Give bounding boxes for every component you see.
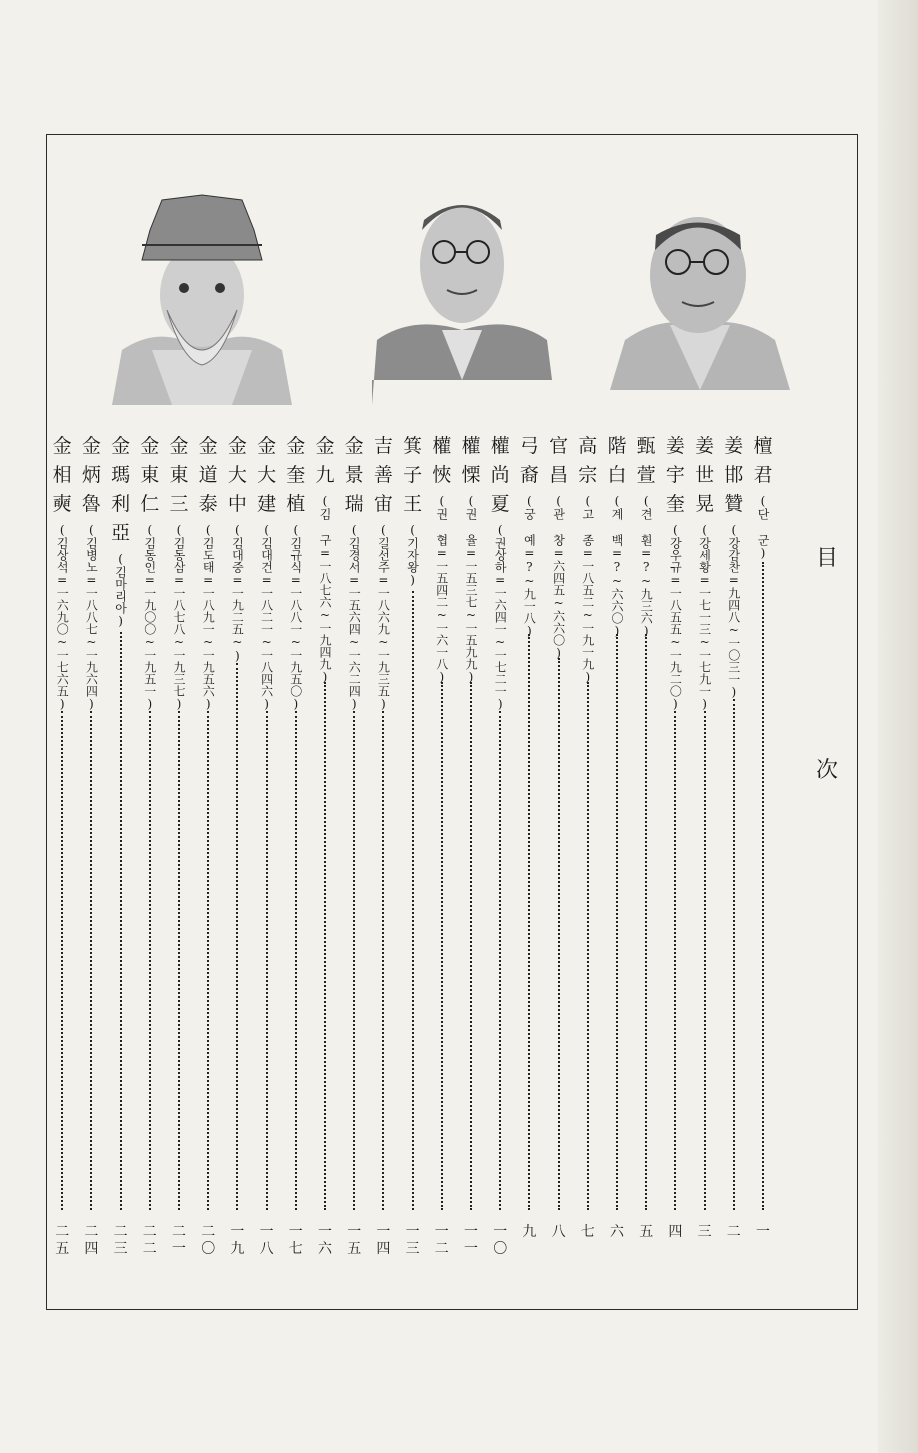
entry-name-char: 魯 bbox=[81, 493, 101, 515]
page-number-char: 一 bbox=[493, 1224, 508, 1240]
toc-entry[interactable] bbox=[107, 432, 135, 1272]
entry-info: (단 군) bbox=[756, 494, 770, 560]
leader-dots bbox=[207, 711, 209, 1210]
page-number-char: 一 bbox=[756, 1224, 770, 1240]
entry-name-char: 弓 bbox=[519, 435, 539, 457]
page-number-char: 七 bbox=[580, 1224, 595, 1240]
entry-name-char: 大 bbox=[227, 464, 247, 486]
entry-info: (관 창=六四五~六六〇) bbox=[551, 494, 566, 660]
entry-info: (김 구=一八七六~一九四九) bbox=[318, 494, 332, 684]
page-number bbox=[194, 1224, 222, 1258]
entry-info: (김동삼=一八七八~一九三七) bbox=[172, 523, 186, 711]
leader-dots bbox=[295, 711, 297, 1210]
entry-name-char: 金 bbox=[81, 435, 101, 457]
page-number-char: 二 bbox=[113, 1224, 128, 1240]
toc-entry[interactable] bbox=[340, 432, 368, 1272]
entry-name-char: 奎 bbox=[286, 464, 306, 486]
leader-dots bbox=[353, 711, 355, 1210]
entry-name-char: 泰 bbox=[198, 493, 218, 515]
entry-info: (김도태=一八九一~一九五六) bbox=[201, 523, 216, 711]
toc-entry[interactable] bbox=[165, 432, 193, 1272]
leader-dots bbox=[616, 634, 618, 1210]
entry-info: (김상석=一六九〇~一七六五) bbox=[55, 523, 70, 711]
entry-name-char: 瑪 bbox=[111, 464, 131, 486]
toc-entry[interactable] bbox=[48, 432, 76, 1272]
entry-name-char: 三 bbox=[169, 493, 189, 515]
page-number bbox=[165, 1224, 193, 1258]
leader-dots bbox=[558, 658, 560, 1210]
leader-dots bbox=[762, 562, 764, 1210]
leader-dots bbox=[441, 682, 443, 1210]
entry-name-char: 宗 bbox=[578, 464, 598, 486]
entry-name bbox=[603, 432, 631, 490]
entry-name-char: 檀 bbox=[753, 435, 773, 457]
entry-name-char: 白 bbox=[607, 464, 627, 486]
entry-name-char: 晃 bbox=[695, 493, 715, 515]
entry-name-char: 金 bbox=[315, 435, 335, 457]
page-number-char: 一 bbox=[172, 1241, 186, 1257]
entry-name-char: 金 bbox=[198, 435, 218, 457]
leader-dots bbox=[266, 711, 268, 1210]
toc-entry[interactable] bbox=[369, 432, 397, 1272]
entry-name-char: 子 bbox=[403, 464, 423, 486]
toc-entry[interactable] bbox=[632, 432, 660, 1272]
page-number-char: 三 bbox=[113, 1241, 128, 1257]
page-number bbox=[340, 1224, 368, 1258]
entry-name-char: 姜 bbox=[695, 435, 715, 457]
page-number-char: 〇 bbox=[201, 1241, 216, 1257]
page-number-char: 二 bbox=[142, 1241, 157, 1257]
entry-name-char: 宙 bbox=[373, 493, 393, 515]
entry-info: (권 율=一五三七~一五九九) bbox=[464, 494, 478, 684]
entry-info: (김병노=一八八七~一九六四) bbox=[84, 523, 99, 711]
leader-dots bbox=[178, 711, 180, 1210]
page-number bbox=[457, 1224, 485, 1258]
leader-dots bbox=[412, 591, 414, 1210]
page-number bbox=[399, 1224, 427, 1258]
entry-name-char: 權 bbox=[461, 435, 481, 457]
page-number bbox=[253, 1224, 281, 1258]
entry-info: (김동인=一九〇〇~一九五一) bbox=[142, 523, 157, 711]
toc-entry[interactable] bbox=[545, 432, 573, 1272]
toc-entry[interactable] bbox=[311, 432, 339, 1272]
entry-name-char: 君 bbox=[753, 464, 773, 486]
page-number-char: 一 bbox=[318, 1224, 332, 1240]
entry-name bbox=[369, 432, 397, 519]
toc-entry[interactable] bbox=[691, 432, 719, 1272]
entry-name-char: 建 bbox=[257, 493, 277, 515]
entry-name bbox=[457, 432, 485, 490]
leader-dots bbox=[499, 711, 501, 1210]
page-number-char: 九 bbox=[522, 1224, 537, 1240]
leader-dots bbox=[470, 682, 472, 1210]
page-number bbox=[603, 1224, 631, 1241]
entry-name-char: 金 bbox=[111, 435, 131, 457]
entry-name-char: 中 bbox=[227, 493, 247, 515]
entry-info: (김경서=一五六四~一六二四) bbox=[347, 523, 362, 711]
entry-name-char: 王 bbox=[403, 493, 423, 515]
page-number bbox=[48, 1224, 76, 1258]
page-number-char: 二 bbox=[172, 1224, 186, 1240]
toc-entry[interactable] bbox=[603, 432, 631, 1272]
entry-name bbox=[545, 432, 573, 490]
toc-entry[interactable] bbox=[253, 432, 281, 1272]
page-number bbox=[691, 1224, 719, 1241]
page-number-char: 三 bbox=[697, 1224, 712, 1240]
entry-info: (김규식=一八八一~一九五〇) bbox=[288, 523, 303, 711]
entry-name bbox=[165, 432, 193, 519]
entry-name-char: 慄 bbox=[461, 464, 481, 486]
toc-title-char: 目 bbox=[815, 546, 838, 571]
entry-name-char: 姜 bbox=[665, 435, 685, 457]
toc-entry[interactable] bbox=[515, 432, 543, 1272]
page-number bbox=[661, 1224, 689, 1241]
entry-name-char: 相 bbox=[52, 464, 72, 486]
entry-name-char: 金 bbox=[169, 435, 189, 457]
entry-name bbox=[48, 432, 76, 519]
entry-name bbox=[720, 432, 748, 519]
page-number bbox=[632, 1224, 660, 1241]
entry-name bbox=[253, 432, 281, 519]
entry-name-char: 瑞 bbox=[344, 493, 364, 515]
entry-name-char: 箕 bbox=[403, 435, 423, 457]
entry-name-char: 金 bbox=[227, 435, 247, 457]
entry-name-char: 吉 bbox=[373, 435, 393, 457]
leader-dots bbox=[382, 711, 384, 1210]
entry-name bbox=[194, 432, 222, 519]
page-number-char: 六 bbox=[610, 1224, 624, 1240]
toc-entry[interactable] bbox=[282, 432, 310, 1272]
page-edge bbox=[878, 0, 918, 1453]
entry-name-char: 昌 bbox=[549, 464, 569, 486]
entry-name-char: 甄 bbox=[636, 435, 656, 457]
leader-dots bbox=[674, 711, 676, 1210]
page-number-char: 二 bbox=[201, 1224, 216, 1240]
entry-name-char: 景 bbox=[344, 464, 364, 486]
entry-name-char: 善 bbox=[373, 464, 393, 486]
entry-name-char: 高 bbox=[578, 435, 598, 457]
page-number-char: 一 bbox=[259, 1224, 274, 1240]
entry-info: (고 종=一八五二~一九一九) bbox=[580, 494, 595, 684]
portrait-man-with-glasses bbox=[372, 190, 552, 405]
page-number-char: 一 bbox=[464, 1241, 478, 1257]
entry-info: (궁 예=?~九一八) bbox=[522, 494, 537, 638]
page-number-char: 二 bbox=[142, 1224, 157, 1240]
entry-name-char: 金 bbox=[257, 435, 277, 457]
entry-name bbox=[486, 432, 514, 519]
page-number bbox=[515, 1224, 543, 1241]
page-number bbox=[107, 1224, 135, 1258]
page-number-char: 五 bbox=[639, 1224, 654, 1240]
entry-name-char: 權 bbox=[432, 435, 452, 457]
leader-dots bbox=[149, 711, 151, 1210]
entry-info: (계 백=?~六六〇) bbox=[610, 494, 624, 638]
page-number-char: 二 bbox=[55, 1224, 70, 1240]
page-number bbox=[428, 1224, 456, 1258]
entry-name-char: 奎 bbox=[665, 493, 685, 515]
leader-dots bbox=[120, 632, 122, 1210]
page-number-char: 二 bbox=[84, 1224, 99, 1240]
page-number-char: 一 bbox=[405, 1224, 420, 1240]
page-number-char: 八 bbox=[551, 1224, 566, 1240]
entry-name-char: 夏 bbox=[490, 493, 510, 515]
entry-name-char: 東 bbox=[140, 464, 160, 486]
entry-name bbox=[282, 432, 310, 519]
leader-dots bbox=[733, 699, 735, 1210]
leader-dots bbox=[236, 663, 238, 1210]
page-number-char: 五 bbox=[55, 1241, 70, 1257]
page-number-char: 一 bbox=[347, 1224, 362, 1240]
page-number bbox=[749, 1224, 777, 1241]
entry-info: (권 협=一五四二~一六一八) bbox=[434, 494, 449, 684]
entry-info: (김대건=一八二一~一八四六) bbox=[259, 523, 274, 711]
entry-info: (김마리아) bbox=[113, 552, 128, 628]
entry-name bbox=[136, 432, 164, 519]
page-number bbox=[369, 1224, 397, 1258]
entry-name-char: 利 bbox=[111, 493, 131, 515]
entry-name-char: 階 bbox=[607, 435, 627, 457]
entry-name bbox=[691, 432, 719, 519]
entry-name bbox=[340, 432, 368, 519]
leader-dots bbox=[61, 711, 63, 1210]
leader-dots bbox=[528, 634, 530, 1210]
entry-name-char: 植 bbox=[286, 493, 306, 515]
entry-name-char: 尚 bbox=[490, 464, 510, 486]
entry-name bbox=[223, 432, 251, 519]
page-number-char: 一 bbox=[434, 1224, 449, 1240]
page-number-char: 六 bbox=[318, 1241, 332, 1257]
page-number-char: 七 bbox=[288, 1241, 303, 1257]
toc-title-char: 次 bbox=[815, 758, 838, 783]
page-number-char: 二 bbox=[434, 1241, 449, 1257]
entry-name-char: 邯 bbox=[724, 464, 744, 486]
page-number-char: 九 bbox=[230, 1241, 245, 1257]
toc-entry[interactable] bbox=[486, 432, 514, 1272]
entry-name bbox=[749, 432, 777, 490]
toc-entry[interactable] bbox=[399, 432, 427, 1272]
toc-entry[interactable] bbox=[194, 432, 222, 1272]
entry-info: (권상하=一六四一~一七二一) bbox=[493, 523, 508, 711]
page-number-char: 四 bbox=[668, 1224, 683, 1240]
page-number-char: 一 bbox=[288, 1224, 303, 1240]
portrait-elder-with-hat bbox=[112, 190, 292, 405]
toc-entry[interactable] bbox=[136, 432, 164, 1272]
page-number bbox=[282, 1224, 310, 1258]
toc-entry[interactable] bbox=[749, 432, 777, 1272]
page-number-char: 一 bbox=[376, 1224, 391, 1240]
entry-name-char: 姜 bbox=[724, 435, 744, 457]
entry-name bbox=[77, 432, 105, 519]
toc-entry[interactable] bbox=[720, 432, 748, 1272]
entry-name-char: 大 bbox=[257, 464, 277, 486]
entry-name-char: 九 bbox=[315, 464, 335, 486]
leader-dots bbox=[645, 634, 647, 1210]
page-number bbox=[136, 1224, 164, 1258]
entry-name-char: 權 bbox=[490, 435, 510, 457]
entry-info: (김대중=一九二五~) bbox=[230, 523, 245, 663]
entry-name bbox=[399, 432, 427, 519]
entry-name-char: 仁 bbox=[140, 493, 160, 515]
page-number-char: 〇 bbox=[493, 1241, 508, 1257]
page-number-char: 三 bbox=[405, 1241, 420, 1257]
toc-entry[interactable] bbox=[661, 432, 689, 1272]
entry-name-char: 金 bbox=[52, 435, 72, 457]
entry-info: (길선주=一八六九~一九三五) bbox=[376, 523, 391, 711]
entry-name bbox=[311, 432, 339, 490]
entry-name bbox=[428, 432, 456, 490]
toc-entry[interactable] bbox=[428, 432, 456, 1272]
page-number bbox=[486, 1224, 514, 1258]
toc-title bbox=[812, 548, 842, 782]
entry-name-char: 亞 bbox=[111, 522, 131, 544]
page-number-char: 四 bbox=[376, 1241, 391, 1257]
entry-info: (강감찬=九四八~一〇三一) bbox=[726, 523, 741, 699]
entry-name-char: 裔 bbox=[519, 464, 539, 486]
toc-entry[interactable] bbox=[77, 432, 105, 1272]
entry-name bbox=[632, 432, 660, 490]
page-number-char: 一 bbox=[230, 1224, 245, 1240]
leader-dots bbox=[587, 682, 589, 1210]
entry-name bbox=[661, 432, 689, 519]
page-number bbox=[545, 1224, 573, 1241]
entry-name-char: 東 bbox=[169, 464, 189, 486]
entry-info: (기자왕) bbox=[405, 523, 420, 587]
entry-name bbox=[574, 432, 602, 490]
entry-name-char: 道 bbox=[198, 464, 218, 486]
leader-dots bbox=[90, 711, 92, 1210]
leader-dots bbox=[324, 682, 326, 1210]
entry-name-char: 奭 bbox=[52, 493, 72, 515]
entry-info: (견 훤=?~九三六) bbox=[639, 494, 654, 638]
entry-info: (강세황=一七一三~一七九一) bbox=[697, 523, 712, 711]
page-number-char: 五 bbox=[347, 1241, 362, 1257]
toc-entry[interactable] bbox=[574, 432, 602, 1272]
entry-name bbox=[515, 432, 543, 490]
entry-name-char: 炳 bbox=[81, 464, 101, 486]
entry-name-char: 金 bbox=[140, 435, 160, 457]
portrait-man-in-hanbok bbox=[610, 190, 790, 405]
entry-name-char: 贊 bbox=[724, 493, 744, 515]
page-number-char: 四 bbox=[84, 1241, 99, 1257]
entry-name bbox=[107, 432, 135, 548]
toc-entry[interactable] bbox=[223, 432, 251, 1272]
leader-dots bbox=[704, 711, 706, 1210]
page-number bbox=[223, 1224, 251, 1258]
entry-name-char: 金 bbox=[344, 435, 364, 457]
entry-name-char: 萱 bbox=[636, 464, 656, 486]
page-number bbox=[720, 1224, 748, 1241]
entry-info: (강우규=一八五五~一九二〇) bbox=[668, 523, 683, 711]
entry-name-char: 悏 bbox=[432, 464, 452, 486]
page-number bbox=[77, 1224, 105, 1258]
portrait-row bbox=[100, 190, 820, 410]
entry-name-char: 金 bbox=[286, 435, 306, 457]
entry-name-char: 宇 bbox=[665, 464, 685, 486]
page-number bbox=[311, 1224, 339, 1258]
page-number bbox=[574, 1224, 602, 1241]
page-number-char: 一 bbox=[464, 1224, 478, 1240]
toc-entry[interactable] bbox=[457, 432, 485, 1272]
entry-name-char: 官 bbox=[549, 435, 569, 457]
entry-name-char: 世 bbox=[695, 464, 715, 486]
page-number-char: 二 bbox=[726, 1224, 741, 1240]
page-number-char: 八 bbox=[259, 1241, 274, 1257]
